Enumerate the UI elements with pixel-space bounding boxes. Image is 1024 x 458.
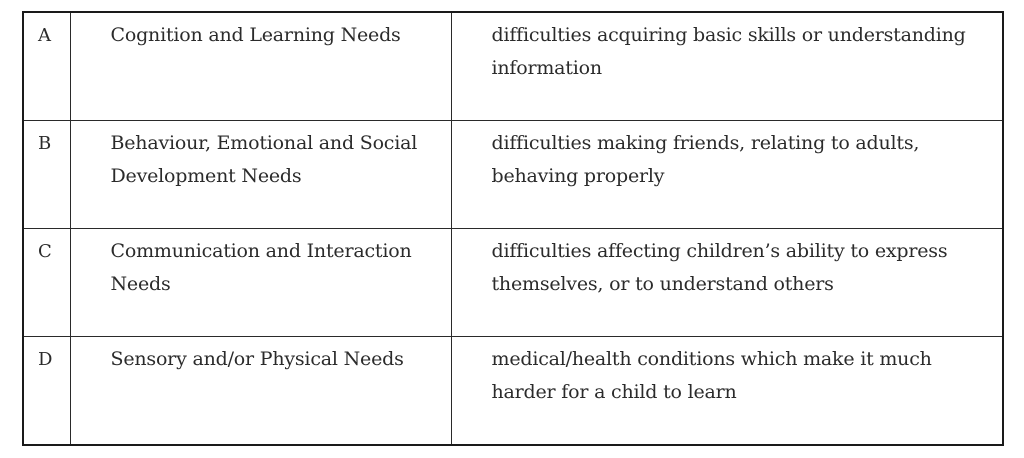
need-category: Communication and Interaction Needs <box>70 229 451 337</box>
table-row <box>23 229 1003 337</box>
row-letter: D <box>23 337 70 445</box>
table-row <box>23 12 1003 120</box>
table-row <box>23 120 1003 228</box>
need-description: medical/health conditions which make it much harder for a child to learn <box>451 337 1003 445</box>
need-description: difficulties making friends, relating to adults, behaving properly <box>451 120 1003 228</box>
needs-table <box>22 11 1004 446</box>
need-description: difficulties acquiring basic skills or understanding information <box>451 12 1003 120</box>
need-category: Sensory and/or Physical Needs <box>70 337 451 445</box>
row-letter: C <box>23 229 70 337</box>
need-description: difficulties affecting children’s ability to express themselves, or to understand others <box>451 229 1003 337</box>
row-letter: B <box>23 120 70 228</box>
table-row <box>23 337 1003 445</box>
row-letter: A <box>23 12 70 120</box>
need-category: Cognition and Learning Needs <box>70 12 451 120</box>
need-category: Behaviour, Emotional and Social Development Needs <box>70 120 451 228</box>
